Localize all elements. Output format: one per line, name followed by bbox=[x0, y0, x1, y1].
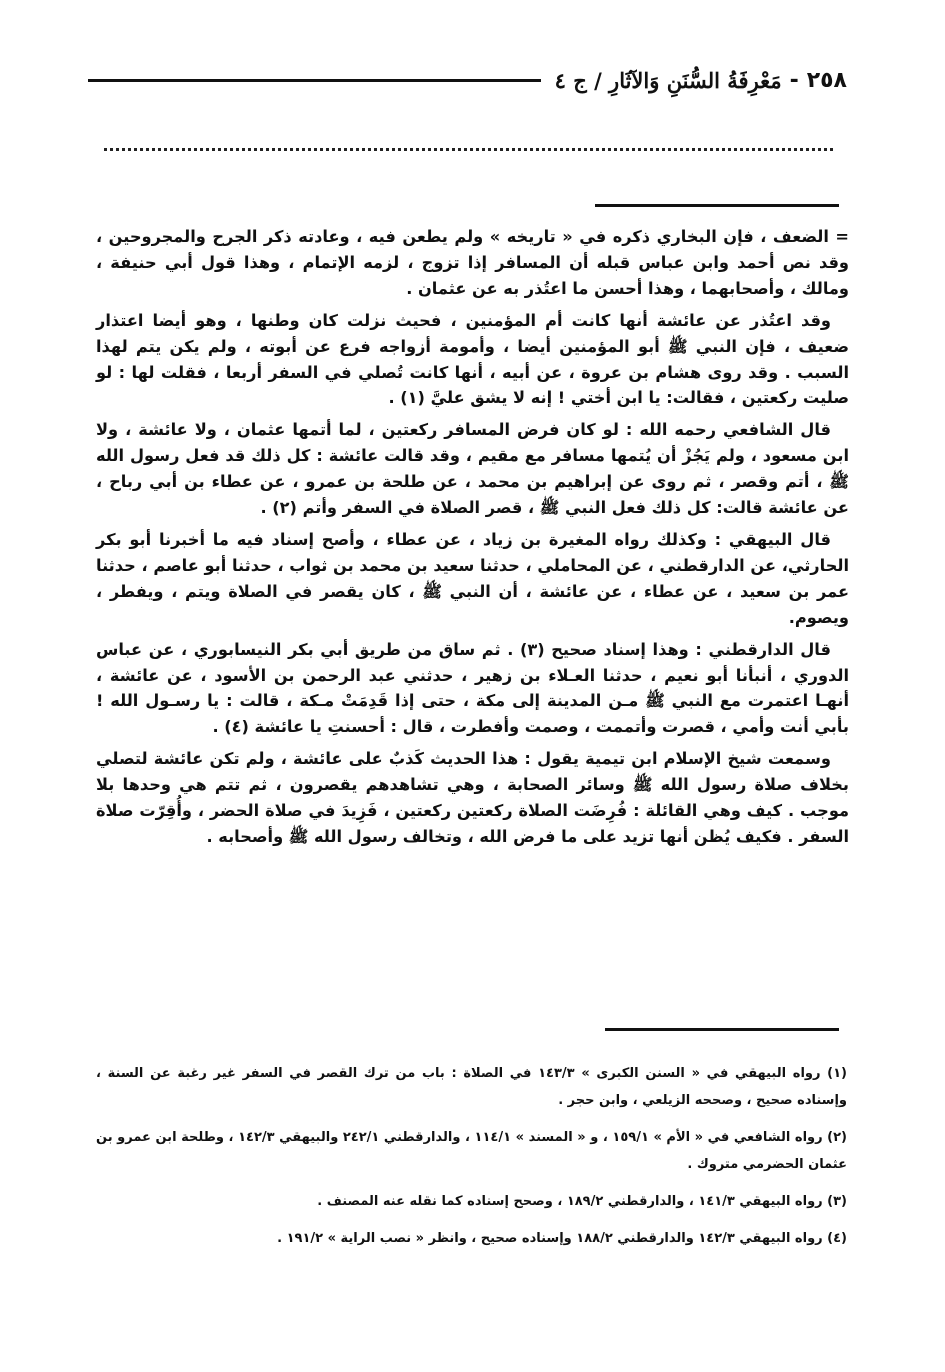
running-title: مَعْرِفَةُ السُّنَنِ وَالآثَارِ / ج ٤ bbox=[554, 67, 782, 93]
paragraph: قال الشافعي رحمه الله : لو كان فرض المسافر ركعتين ، لما أتمها عثمان ، ولا عائشة ، ولا ابن مسعود ، ولم يَجُزْ أن يُتمها مسافر مع مقيم ، وقد قالت عائشة : كل ذلك قد فعل رسول الله ﷺ ، أتم وقصر ، ثم روى عن إبراهيم بن محمد ، عن طلحة بن عمرو ، عن عطاء بن أبي رباح ، عن عائشة قالت: كل ذلك فعل النبي ﷺ ، قصر الصلاة في السفر وأتم (٢) . bbox=[96, 420, 849, 518]
footnotes bbox=[96, 1060, 847, 1262]
header-separator: - bbox=[789, 67, 799, 93]
header-rule bbox=[88, 79, 541, 82]
footnote: (١) رواه البيهقي في « السنن الكبرى » ١٤٣/٣ في الصلاة : باب من ترك القصر في السفر غير رغبة عن السنة ، وإسناده صحيح ، وصححه الزيلعي ، وابن حجر . bbox=[96, 1066, 847, 1108]
paragraph: قال البيهقي : وكذلك رواه المغيرة بن زياد ، عن عطاء ، وأصح إسناد فيه ما أخبرنا أبو بكر الحارثي، عن الدارقطني ، عن المحاملي ، حدثنا سعيد بن محمد بن ثواب ، حدثنا أبو عاصم ، حدثنا عمر بن سعيد ، عن عطاء ، عن عائشة ، أن النبي ﷺ ، كان يقصر في الصلاة ويتم ، ويفطر ، ويصوم. bbox=[96, 529, 849, 627]
footnote: (٢) رواه الشافعي في « الأم » ١٥٩/١ ، و « المسند » ١١٤/١ ، والدارقطني ٢٤٢/١ والبيهقي ١٤٢/٣ ، وطلحة ابن عمرو بن عثمان الحضرمي متروك . bbox=[96, 1130, 847, 1172]
paragraph: وسمعت شيخ الإسلام ابن تيمية يقول : هذا الحديث كَذبٌ على عائشة ، ولم تكن عائشة لتصلي بخلاف صلاة رسول الله ﷺ وسائر الصحابة ، وهي تشاهدهم يقصرون ، ثم تتم هي وحدها بلا موجب . كيف وهي القائلة : فُرِضَت الصلاة ركعتين ركعتين ، فَزِيدَ في صلاة الحضر ، وأُقِرّت صلاة السفر . فكيف يُظن أنها تزيد على ما فرض الله ، وتخالف رسول الله ﷺ وأصحابه . bbox=[96, 749, 849, 846]
footnote: (٤) رواه البيهقي ١٤٢/٣ والدارقطني ١٨٨/٢ وإسناده صحيح ، وانظر « نصب الراية » ١٩١/٢ . bbox=[277, 1231, 847, 1246]
page-header bbox=[88, 60, 847, 100]
section-rule bbox=[595, 204, 839, 207]
paragraph: قال الدارقطني : وهذا إسناد صحيح (٣) . ثم ساق من طريق أبي بكر النيسابوري ، عن عباس الدوري ، أنبأنا أبو نعيم ، حدثنا العـلاء بن زهير ، حدثني عبد الرحمن بن الأسود ، عن عائشة ، أنهـا اعتمرت مع النبي ﷺ مـن المدينة إلى مكة ، حتى إذا قَدِمَتْ مـكة ، قالت : يا رسـول الله ! بأبي أنت وأمي ، قصرت وأتممت ، وصمت وأفطرت ، قال : أحسنتِ يا عائشة (٤) . bbox=[96, 639, 849, 737]
paragraph: = الضعف ، فإن البخاري ذكره في « تاريخه » ولم يطعن فيه ، وعادته ذكر الجرح والمجروحين ، وقد نص أحمد وابن عباس قبله أن المسافر إذا تزوج ، لزمه الإتمام ، وهذا قول أبي حنيفة ، ومالك ، وأصحابهما ، وهذا أحسن ما اعتُذر به عن عثمان . bbox=[96, 227, 849, 298]
dotted-separator bbox=[104, 148, 833, 151]
paragraph: وقد اعتُذر عن عائشة أنها كانت أم المؤمنين ، فحيث نزلت كان وطنها ، وهو أيضا اعتذار ضعيف ، فإن النبي ﷺ أبو المؤمنين أيضا ، وأمومة أزواجه فرع عن أبوته ، ولم يكن يتم لهذا السبب . وقد روى هشام بن عروة ، عن أبيه ، أنها كانت تُصلي في السفر أربعا ، فقلت لها : لو صليت ركعتين ، فقالت: يا ابن أختي ! إنه لا يشق عليَّ (١) . bbox=[96, 310, 849, 408]
footnote-rule bbox=[605, 1028, 839, 1031]
main-text bbox=[96, 224, 849, 856]
footnote: (٣) رواه البيهقي ١٤١/٣ ، والدارقطني ١٨٩/٢ ، وصحح إسناده كما نقله عنه المصنف . bbox=[317, 1194, 847, 1209]
page-number: ٢٥٨ bbox=[806, 67, 847, 93]
